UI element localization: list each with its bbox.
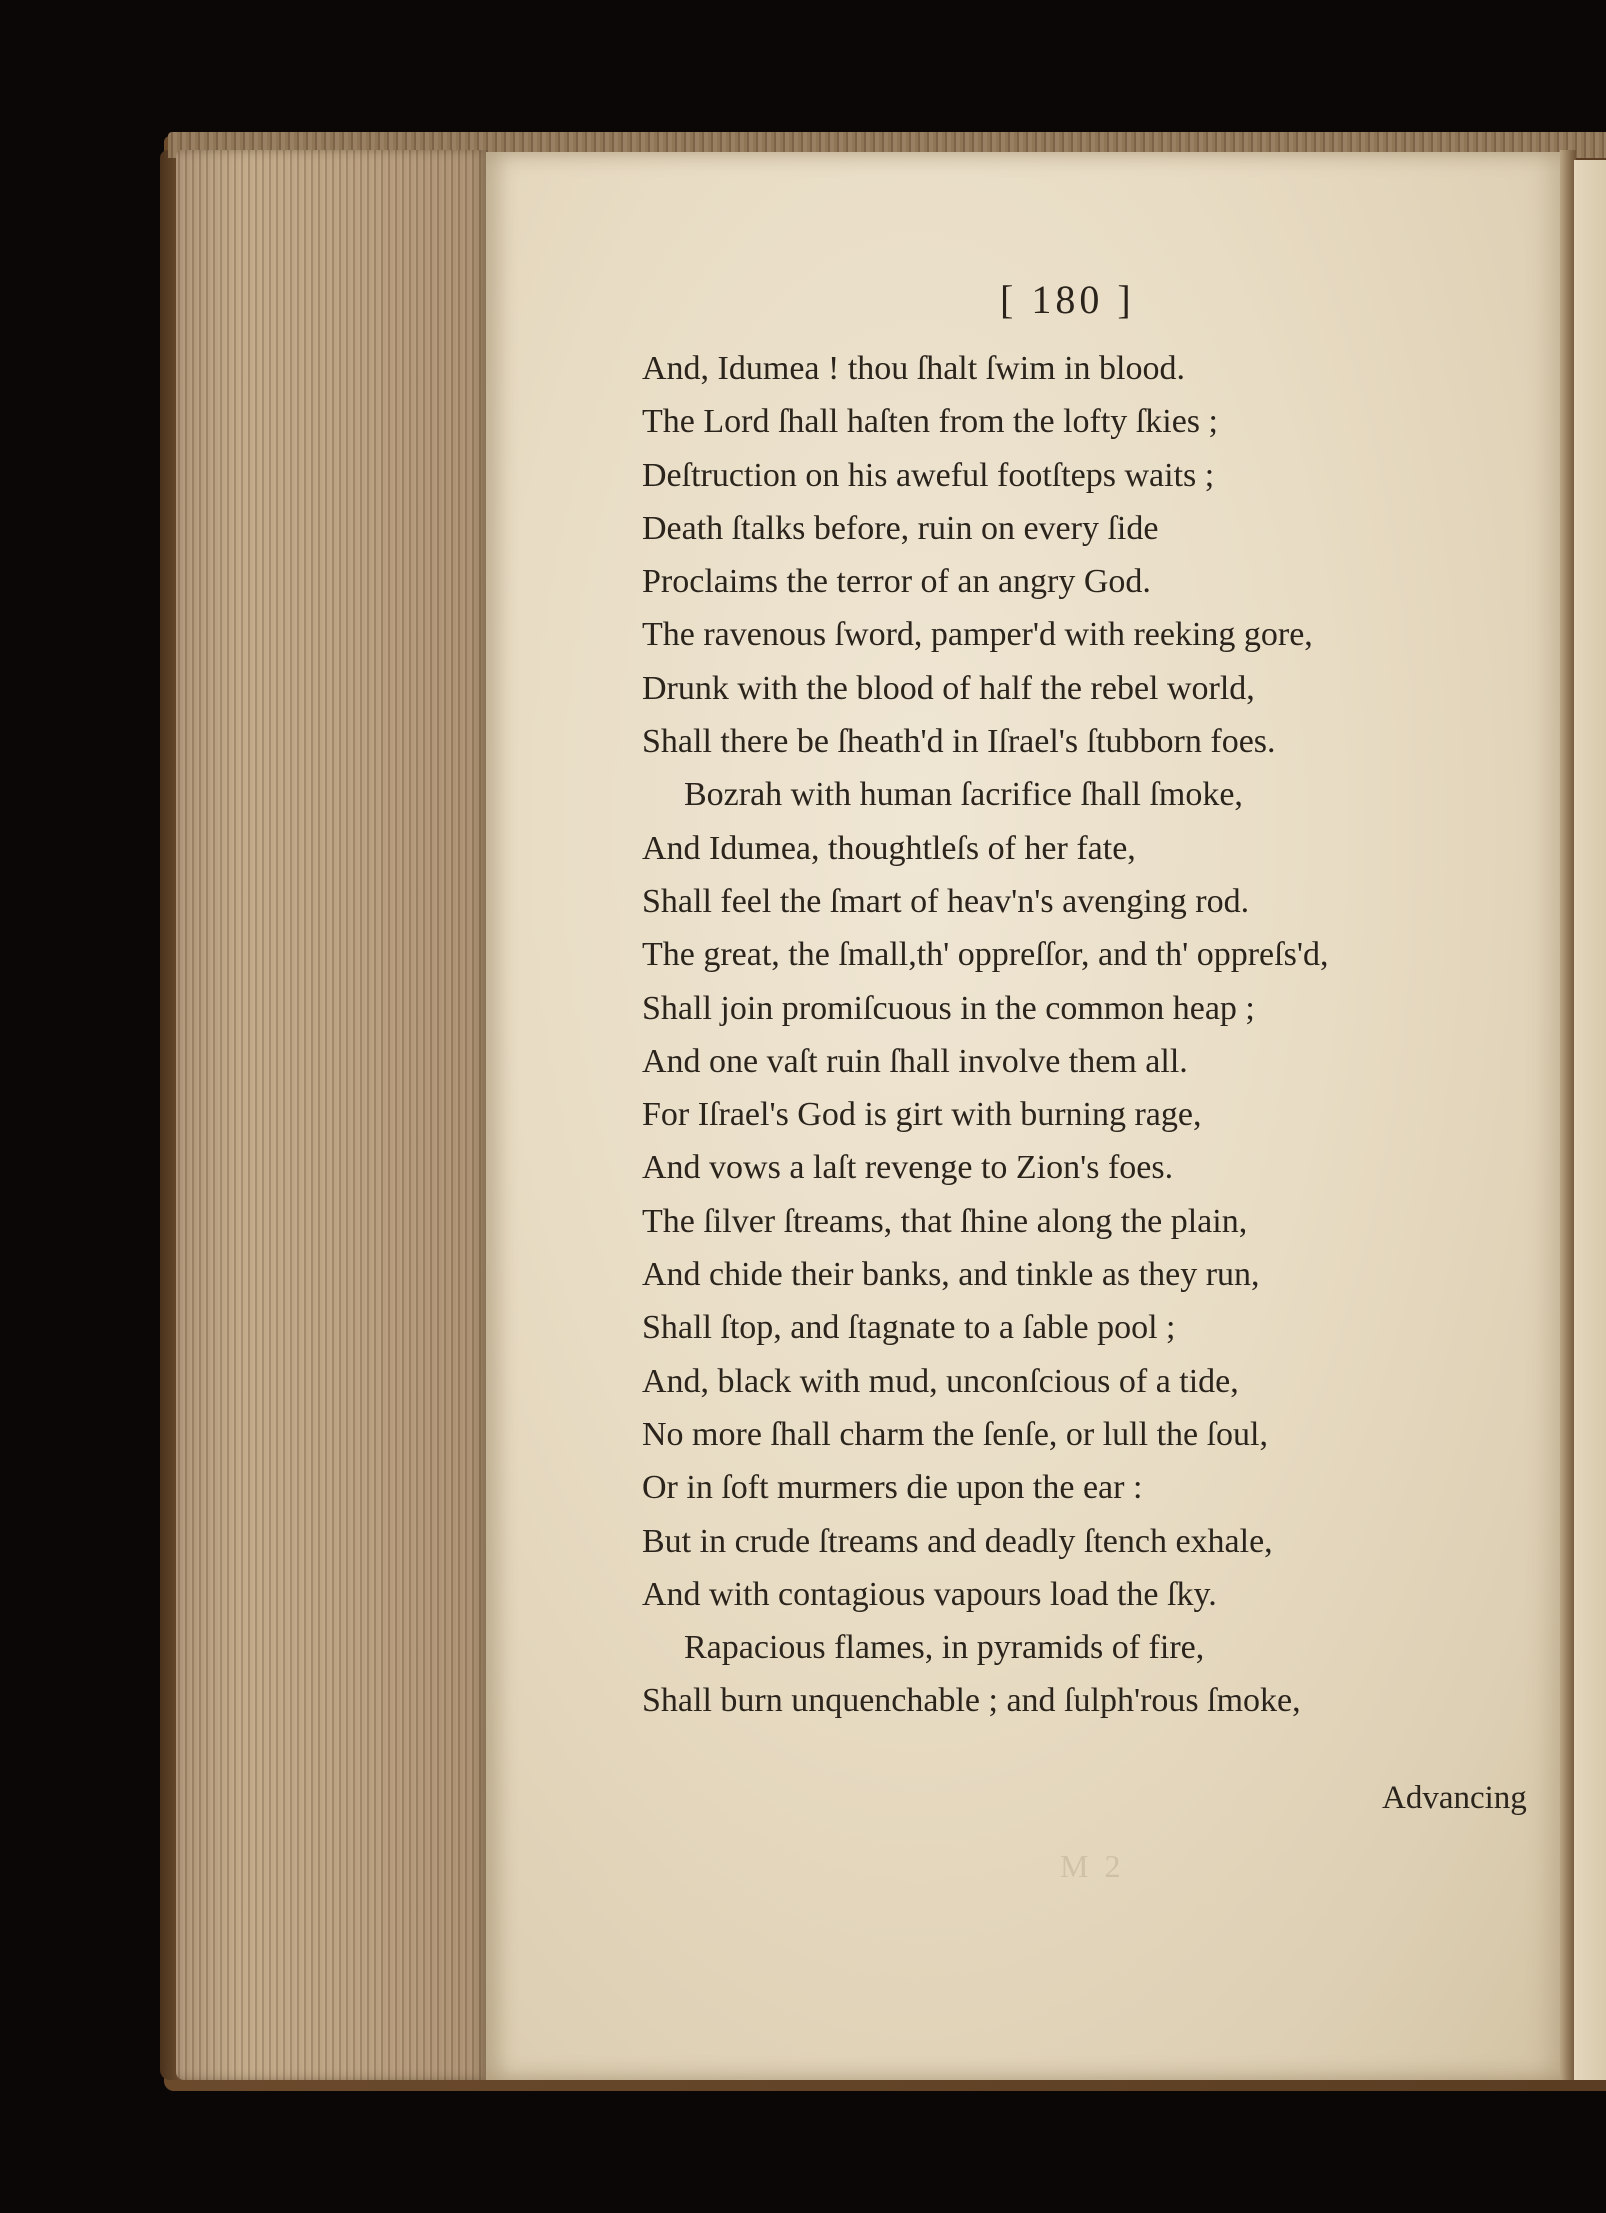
- catchword: Advancing: [1382, 1780, 1527, 1816]
- poem-line: Bozrah with human ſacrifice ſhall ſmoke,: [684, 776, 1243, 814]
- poem-line: Shall feel the ſmart of heav'n's avenging rod.: [642, 882, 1250, 920]
- signature-mark: M 2: [1060, 1848, 1125, 1884]
- poem-line: Shall there be ſheath'd in Iſrael's ſtubborn foes.: [642, 723, 1276, 761]
- poem-line: For Iſrael's God is girt with burning rage,: [642, 1096, 1202, 1134]
- poem-line: Rapacious flames, in pyramids of fire,: [684, 1629, 1205, 1667]
- poem-line: And vows a laſt revenge to Zion's foes.: [642, 1149, 1174, 1187]
- poem-text: [642, 342, 1562, 1728]
- poem-line: Drunk with the blood of half the rebel world,: [642, 669, 1255, 707]
- poem-line: And with contagious vapours load the ſky.: [642, 1575, 1217, 1613]
- poem-line: Proclaims the terror of an angry God.: [642, 563, 1151, 601]
- poem-line: And one vaſt ruin ſhall involve them all.: [642, 1042, 1188, 1080]
- poem-line: And, black with mud, unconſcious of a tide,: [642, 1362, 1239, 1400]
- poem-line: The ſilver ſtreams, that ſhine along the plain,: [642, 1202, 1248, 1240]
- poem-line: Shall join promiſcuous in the common heap ;: [642, 989, 1255, 1027]
- poem-line: And chide their banks, and tinkle as they run,: [642, 1256, 1260, 1294]
- poem-line: And Idumea, thoughtleſs of her fate,: [642, 829, 1136, 867]
- facing-page-edge: [1574, 160, 1606, 2080]
- page-block-fore-edge: [176, 150, 488, 2080]
- page-number: [ 180 ]: [1000, 277, 1135, 322]
- poem-line: And, Idumea ! thou ſhalt ſwim in blood.: [642, 350, 1185, 387]
- poem-line: Or in ſoft murmers die upon the ear :: [642, 1469, 1143, 1507]
- poem-line: No more ſhall charm the ſenſe, or lull the ſoul,: [642, 1415, 1268, 1453]
- poem-line: The Lord ſhall haſten from the lofty ſkies ;: [642, 403, 1218, 441]
- poem-line: Shall ſtop, and ſtagnate to a ſable pool ;: [642, 1309, 1176, 1347]
- poem-line: Death ſtalks before, ruin on every ſide: [642, 509, 1159, 547]
- poem-line: The great, the ſmall,th' oppreſſor, and th' oppreſs'd,: [642, 936, 1329, 974]
- poem-line: Shall burn unquenchable ; and ſulph'rous ſmoke,: [642, 1682, 1301, 1720]
- poem-line: Deſtruction on his aweful footſteps waits ;: [642, 456, 1215, 494]
- poem-line: The ravenous ſword, pamper'd with reeking gore,: [642, 616, 1313, 654]
- poem-line: But in crude ſtreams and deadly ſtench exhale,: [642, 1522, 1273, 1560]
